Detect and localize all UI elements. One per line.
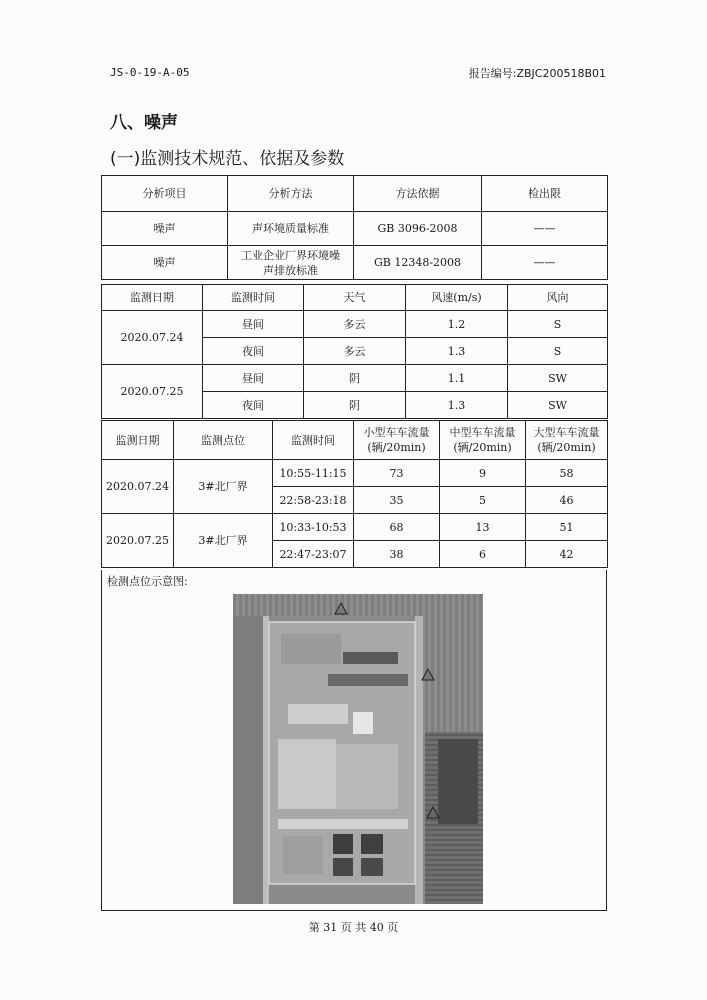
- table-cell: 42: [526, 541, 608, 568]
- table-cell: 声环境质量标准: [228, 212, 354, 246]
- point-cell: 3#北厂界: [174, 514, 273, 568]
- dark-field: [438, 739, 478, 824]
- building: [283, 836, 323, 874]
- table-cell: 35: [354, 487, 440, 514]
- table-cell: 1.3: [406, 338, 508, 365]
- table-cell: 6: [440, 541, 526, 568]
- table-cell: SW: [508, 392, 608, 419]
- table-cell: 夜间: [203, 338, 304, 365]
- table-cell: 1.3: [406, 392, 508, 419]
- table-cell: 昼间: [203, 365, 304, 392]
- table-cell: 夜间: [203, 392, 304, 419]
- table-header-row: [102, 285, 608, 311]
- point-cell: 3#北厂界: [174, 460, 273, 514]
- table-cell: 多云: [304, 338, 406, 365]
- date-cell: 2020.07.24: [102, 311, 203, 365]
- table-cell: 阴: [304, 365, 406, 392]
- field-area: [233, 616, 265, 904]
- page-footer: 第 31 页 共 40 页: [308, 921, 399, 934]
- table-cell: 22:47-23:07: [273, 541, 354, 568]
- table-cell: 多云: [304, 311, 406, 338]
- table-cell: 10:33-10:53: [273, 514, 354, 541]
- header-cell: 监测时间: [203, 285, 304, 311]
- table-row: [102, 514, 608, 541]
- table-cell: 9: [440, 460, 526, 487]
- building: [361, 834, 383, 854]
- table-cell: 38: [354, 541, 440, 568]
- table-cell: 昼间: [203, 311, 304, 338]
- header-cell: 监测日期: [102, 285, 203, 311]
- table-cell: 51: [526, 514, 608, 541]
- table-row: [102, 212, 608, 246]
- table-cell: 1.1: [406, 365, 508, 392]
- building: [278, 739, 336, 809]
- table-header-row: [102, 176, 608, 212]
- building: [328, 674, 408, 686]
- table-cell: S: [508, 338, 608, 365]
- building: [343, 652, 398, 664]
- table-row: [102, 246, 608, 280]
- table-cell: 13: [440, 514, 526, 541]
- table-row: [102, 311, 608, 338]
- monitoring-point-satellite-map: [233, 594, 483, 904]
- header-cell: 方法依据: [354, 176, 482, 212]
- header-cell: 监测时间: [273, 421, 354, 460]
- header-cell: 检出限: [482, 176, 608, 212]
- header-cell: 分析方法: [228, 176, 354, 212]
- table-cell: 5: [440, 487, 526, 514]
- header-cell: 天气: [304, 285, 406, 311]
- building: [361, 858, 383, 876]
- table-cell: 噪声: [102, 212, 228, 246]
- building: [288, 704, 348, 724]
- table-cell: 58: [526, 460, 608, 487]
- table-row: [102, 460, 608, 487]
- date-cell: 2020.07.25: [102, 514, 174, 568]
- table-cell: S: [508, 311, 608, 338]
- weather-table: [101, 284, 608, 419]
- road: [415, 616, 423, 904]
- field-area: [233, 594, 483, 616]
- road: [278, 819, 408, 829]
- section-title: 八、噪声: [110, 113, 178, 133]
- building: [333, 834, 353, 854]
- table-cell: ——: [482, 246, 608, 280]
- header-cell: 风速(m/s): [406, 285, 508, 311]
- road: [263, 616, 269, 904]
- table-cell: GB 12348-2008: [354, 246, 482, 280]
- table-row: [102, 365, 608, 392]
- diagram-label: 检测点位示意图:: [107, 575, 188, 588]
- table-cell: 68: [354, 514, 440, 541]
- header-cell: 中型车车流量(辆/20min): [440, 421, 526, 460]
- header-cell: 监测点位: [174, 421, 273, 460]
- table-cell: ——: [482, 212, 608, 246]
- table-cell: 阴: [304, 392, 406, 419]
- traffic-table: [101, 420, 608, 568]
- table-header-row: [102, 421, 608, 460]
- table-cell: 10:55-11:15: [273, 460, 354, 487]
- table-cell: SW: [508, 365, 608, 392]
- header-cell: 分析项目: [102, 176, 228, 212]
- document-code: JS-0-19-A-05: [110, 66, 190, 79]
- table-cell: GB 3096-2008: [354, 212, 482, 246]
- table-cell: 1.2: [406, 311, 508, 338]
- table-cell: 工业企业厂界环境噪声排放标准: [228, 246, 354, 280]
- table-cell: 73: [354, 460, 440, 487]
- header-cell: 风向: [508, 285, 608, 311]
- building: [353, 712, 373, 734]
- table-cell: 噪声: [102, 246, 228, 280]
- date-cell: 2020.07.24: [102, 460, 174, 514]
- header-cell: 大型车车流量(辆/20min): [526, 421, 608, 460]
- building: [281, 634, 341, 664]
- header-cell: 小型车车流量(辆/20min): [354, 421, 440, 460]
- table-cell: 46: [526, 487, 608, 514]
- building: [333, 858, 353, 876]
- date-cell: 2020.07.25: [102, 365, 203, 419]
- report-number: 报告编号:ZBJC200518B01: [468, 67, 606, 80]
- methods-table: [101, 175, 608, 280]
- header-cell: 监测日期: [102, 421, 174, 460]
- building: [336, 744, 398, 809]
- subsection-title: (一)监测技术规范、依据及参数: [110, 149, 345, 169]
- table-cell: 22:58-23:18: [273, 487, 354, 514]
